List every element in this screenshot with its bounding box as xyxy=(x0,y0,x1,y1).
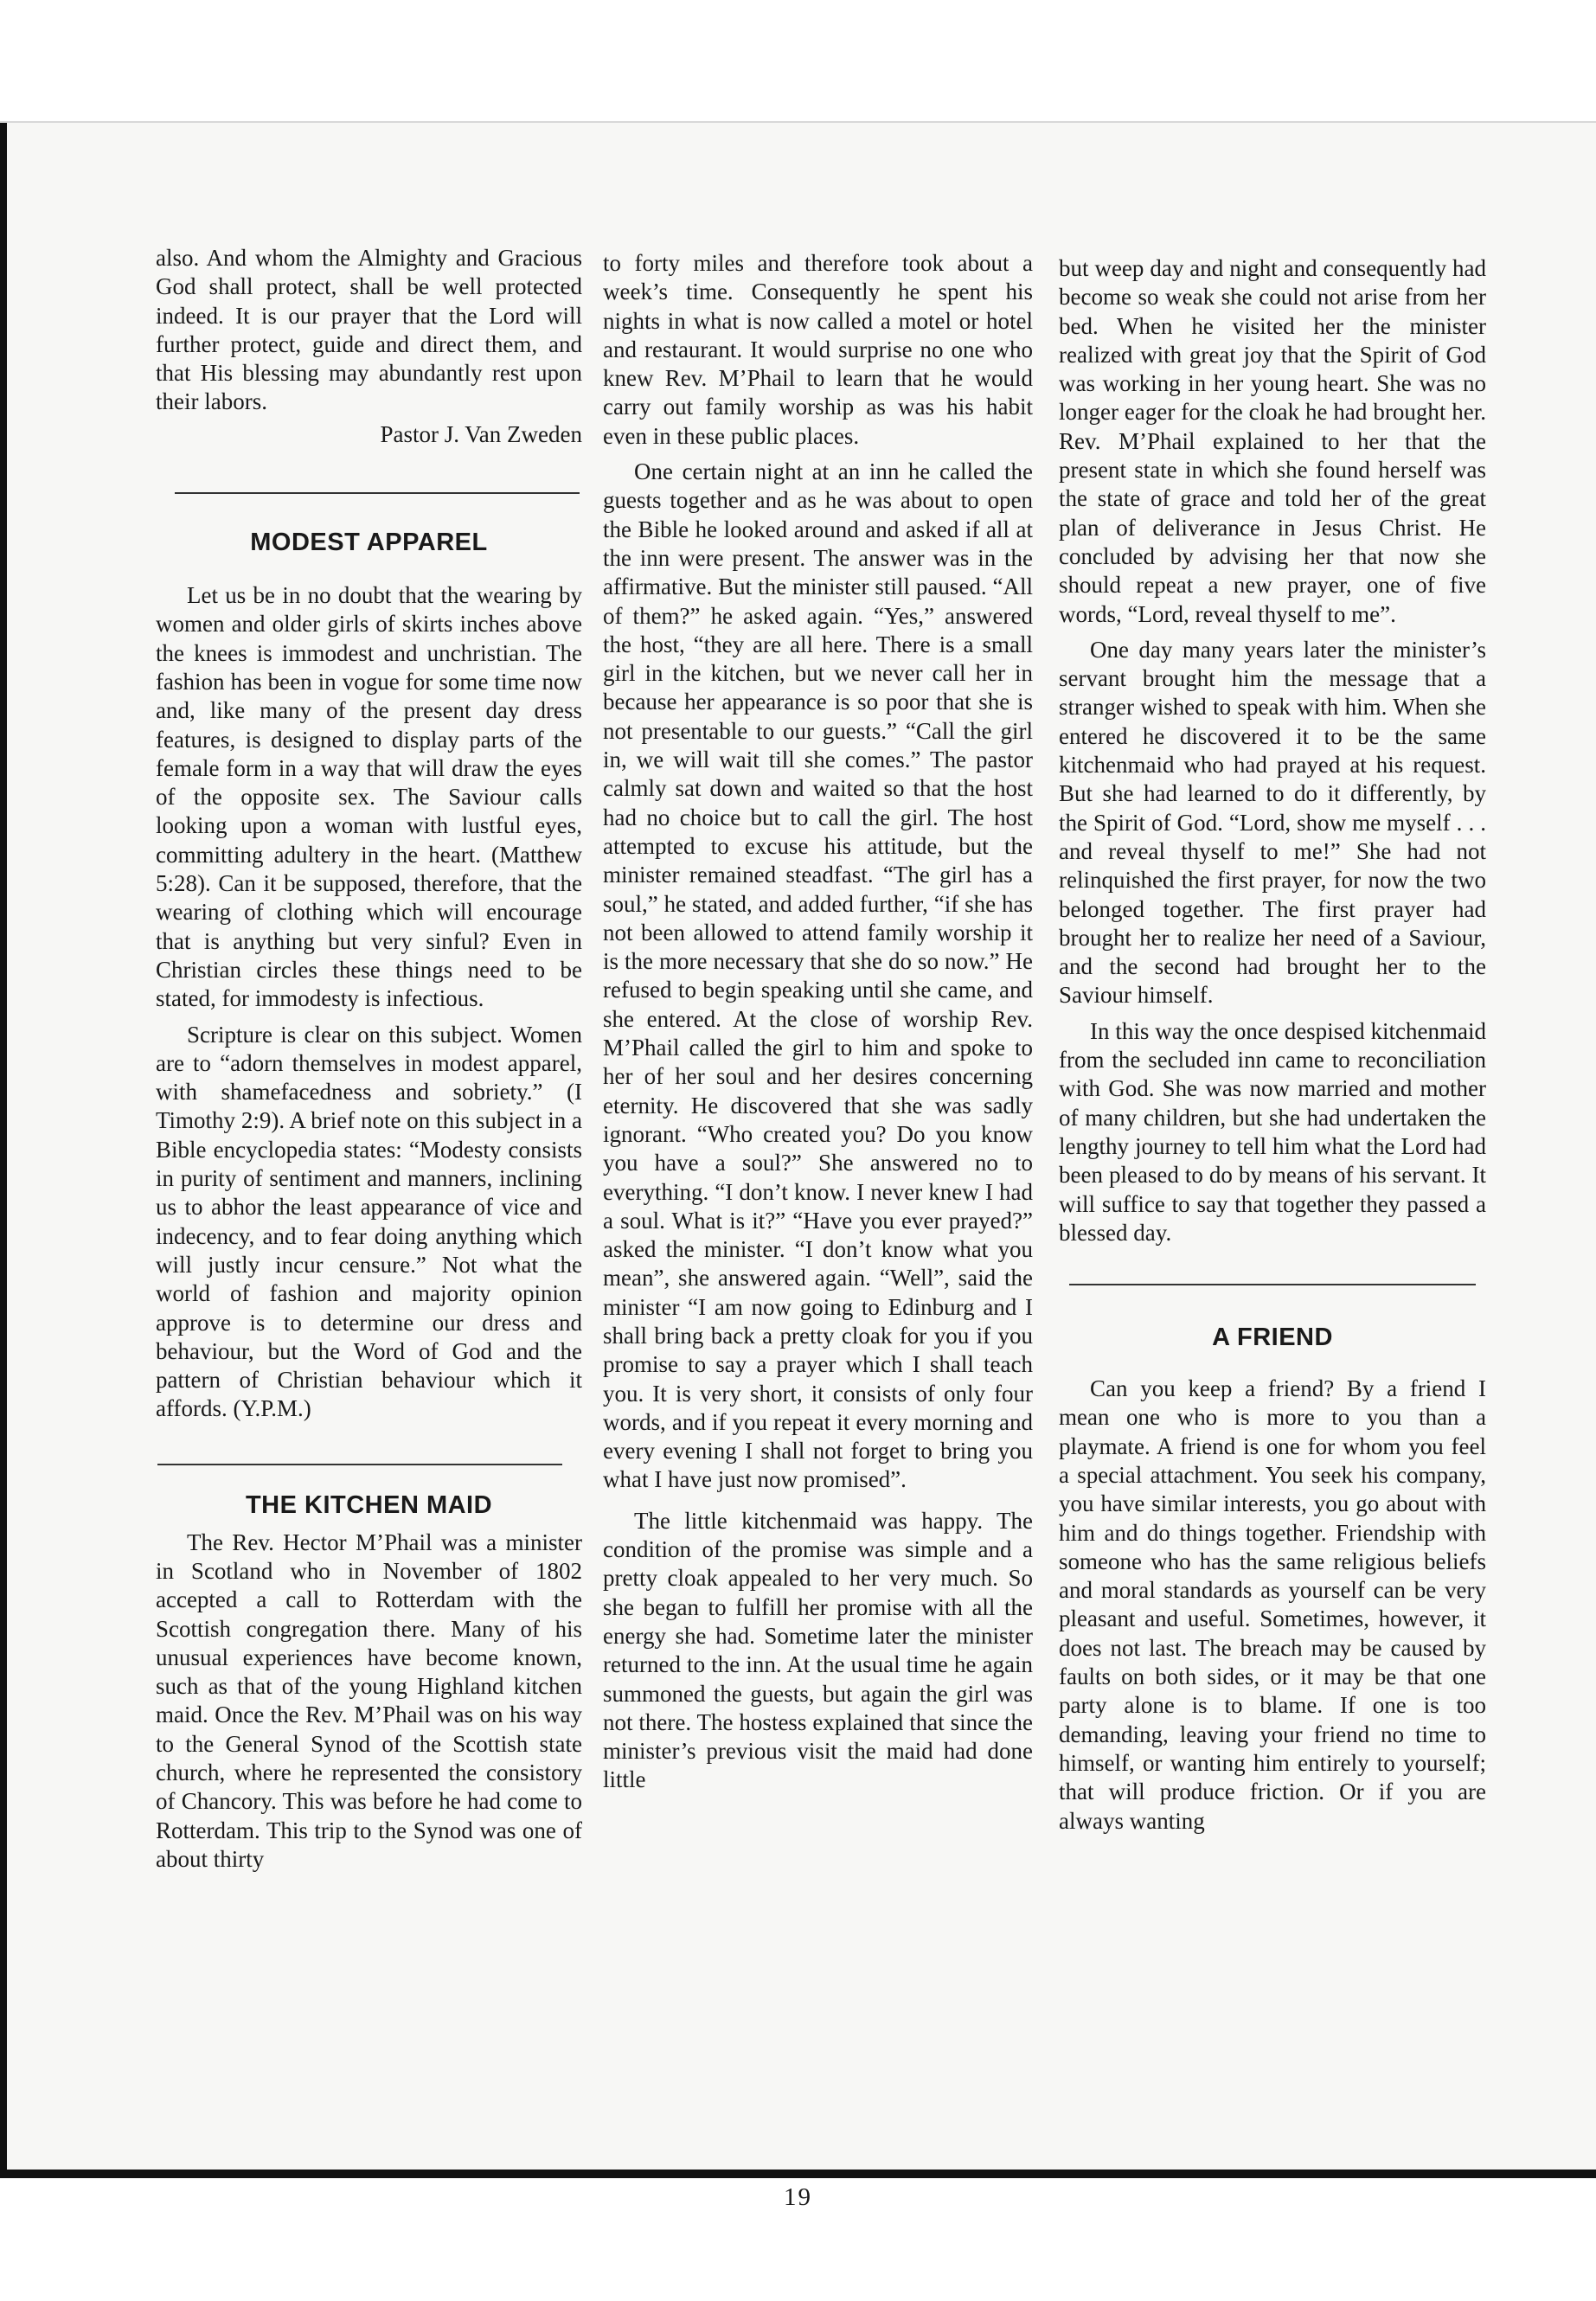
article-paragraph: to forty miles and therefore took about a week’s time. Consequently he spent his nights in what is now called a motel or hotel and restaurant. It would surprise no one who knew Rev. M’Phail to learn that he would carry out family worship as was his habit even in these public places. xyxy=(603,250,1033,449)
article-paragraph: but weep day and night and consequently had become so weak she could not arise from her bed. When he visited her the minister realized with great joy that the Spirit of God was working in her young heart. She was no longer eager for the cloak he had brought her. Rev. M’Phail explained to her that the present state in which she found herself was the state of grace and told her of the great plan of deliverance in Jesus Christ. He concluded by advising her that now she should repeat a new prayer, one of five words, “Lord, reveal thyself to me”. xyxy=(1059,255,1486,627)
article-paragraph: One day many years later the minister’s servant brought him the message that a stranger wished to speak with him. When she entered he discovered it to be the same kitchenmaid who had prayed at his request. But she had learned to do it differently, by the Spirit of God. “Lord, show me myself . . . and reveal thyself to me!” She had not relinquished the first prayer, for now the two belonged together. The first prayer had brought her to realize her need of a Saviour, and the second had brought her to the Saviour himself. xyxy=(1059,636,1486,1009)
section-divider xyxy=(1069,1284,1476,1285)
author-signature: Pastor J. Van Zweden xyxy=(380,420,582,447)
column-left xyxy=(156,244,582,1874)
article-paragraph: The little kitchenmaid was happy. The condition of the promise was simple and a pretty cloak appealed to her very much. So she began to fulfill her promise with all the energy she had. Sometime later the minister returned to the inn. At the usual time he again summoned the guests, but again the girl was not there. The hostess explained that since the minister’s previous visit the maid had done little xyxy=(603,1507,1033,1793)
article-paragraph: Scripture is clear on this subject. Women are to “adorn themselves in modest apparel, with shamefacedness and sobriety.” (I Timothy 2:9). A brief note on this subject in a Bible encyclopedia states: “Modesty consists in purity of sentiment and manners, inclining us to abhor the least appearance of vice and indecency, and to fear doing anything which will justly incur censure.” Not what the world of fashion and majority opinion approve is to determine our dress and behaviour, but the Word of God and the pattern of Christian behaviour which it affords. (Y.P.M.) xyxy=(156,1021,582,1422)
section-heading-modest-apparel: MODEST APPAREL xyxy=(250,529,488,557)
article-paragraph: The Rev. Hector M’Phail was a minister in Scotland who in November of 1802 accepted a call to Rotterdam with the Scottish congregation there. Many of his unusual experiences have become known, such as that of the young Highland kitchen maid. Once the Rev. M’Phail was on his way to the General Synod of the Scottish state church, where he represented the consistory of Chancory. This was before he had come to Rotterdam. This trip to the Synod was one of about thirty xyxy=(156,1529,582,1872)
section-heading-a-friend: A FRIEND xyxy=(1212,1324,1333,1352)
page-number: 19 xyxy=(784,2183,812,2211)
column-middle xyxy=(603,249,1033,1795)
article-paragraph: In this way the once despised kitchenmaid from the secluded inn came to reconciliation with God. She was now married and mother of many children, but she had undertaken the lengthy journey to tell him what the Lord had been pleased to do by means of his servant. It will suffice to say that together they passed a blessed day. xyxy=(1059,1017,1486,1246)
closing-paragraph: also. And whom the Almighty and Gracious God shall protect, shall be well protected indeed. It is our prayer that the Lord will further protect, guide and direct them, and that His blessing may abundantly rest upon their labors. xyxy=(156,245,582,415)
article-paragraph: Let us be in no doubt that the wearing by women and older girls of skirts inches above the knees is immodest and unchristian. The fashion has been in vogue for some time now and, like many of the present day dress features, is designed to display parts of the female form in a way that will draw the eyes of the opposite sex. The Saviour calls looking upon a woman with lustful eyes, committing adultery in the heart. (Matthew 5:28). Can it be supposed, therefore, that the wearing of clothing which will encourage that is anything but very sinful? Even in Christian circles these things need to be stated, for immodesty is infectious. xyxy=(156,582,582,1012)
column-right xyxy=(1059,254,1486,1836)
scan-bottom-bar xyxy=(0,2170,1596,2178)
section-heading-kitchen-maid: THE KITCHEN MAID xyxy=(245,1490,493,1519)
document-page xyxy=(0,123,1596,2211)
article-paragraph: Can you keep a friend? By a friend I mean one who is more to you than a playmate. A friend is one for whom you feel a special attachment. You seek his company, you have similar interests, you go about with him and do things together. Friendship with someone who has the same religious beliefs and moral standards as yourself can be very pleasant and useful. Sometimes, however, it does not last. The breach may be caused by faults on both sides, or it may be that one party alone is to blame. If one is too demanding, leaving your friend no time to himself, or wanting him entirely to yourself; that will produce friction. Or if you are always wanting xyxy=(1059,1375,1486,1834)
article-paragraph: One certain night at an inn he called the guests together and as he was about to open the Bible he looked around and asked if all at the inn were present. The answer was in the affirmative. But the minister still paused. “All of them?” he asked again. “Yes,” answered the host, “they are all here. There is a small girl in the kitchen, but we never call her in because her appearance is so poor that she is not presentable to our guests.” “Call the girl in, we will wait till she comes.” The pastor calmly sat down and waited so that the host had no choice but to call the girl. The host attempted to excuse his attitude, but the minister remained steadfast. “The girl has a soul,” he stated, and added further, “if she has not been allowed to attend family worship it is the more necessary that she do so now.” He refused to begin speaking until she came, and she entered. At the close of worship Rev. M’Phail called the girl to him and spoke to her of her soul and her desires concerning eternity. He discovered that she was sadly ignorant. “Who created you? Do you know you have a soul?” She answered no to everything. “I don’t know. I never knew I had a soul. What is it?” “Have you ever prayed?” asked the minister. “I don’t know what you mean”, she answered again. “Well”, said the minister “I am now going to Edinburg and I shall bring back a pretty cloak for you if you promise to say a prayer which I shall teach you. It is very short, it consists of only four words, and if you repeat it every morning and every evening I shall not forget to bring you what I have just now promised”. xyxy=(603,458,1033,1493)
scan-left-edge xyxy=(0,123,7,2173)
page-top-edge xyxy=(0,121,1596,123)
section-divider xyxy=(157,1464,562,1465)
section-divider xyxy=(175,492,580,494)
